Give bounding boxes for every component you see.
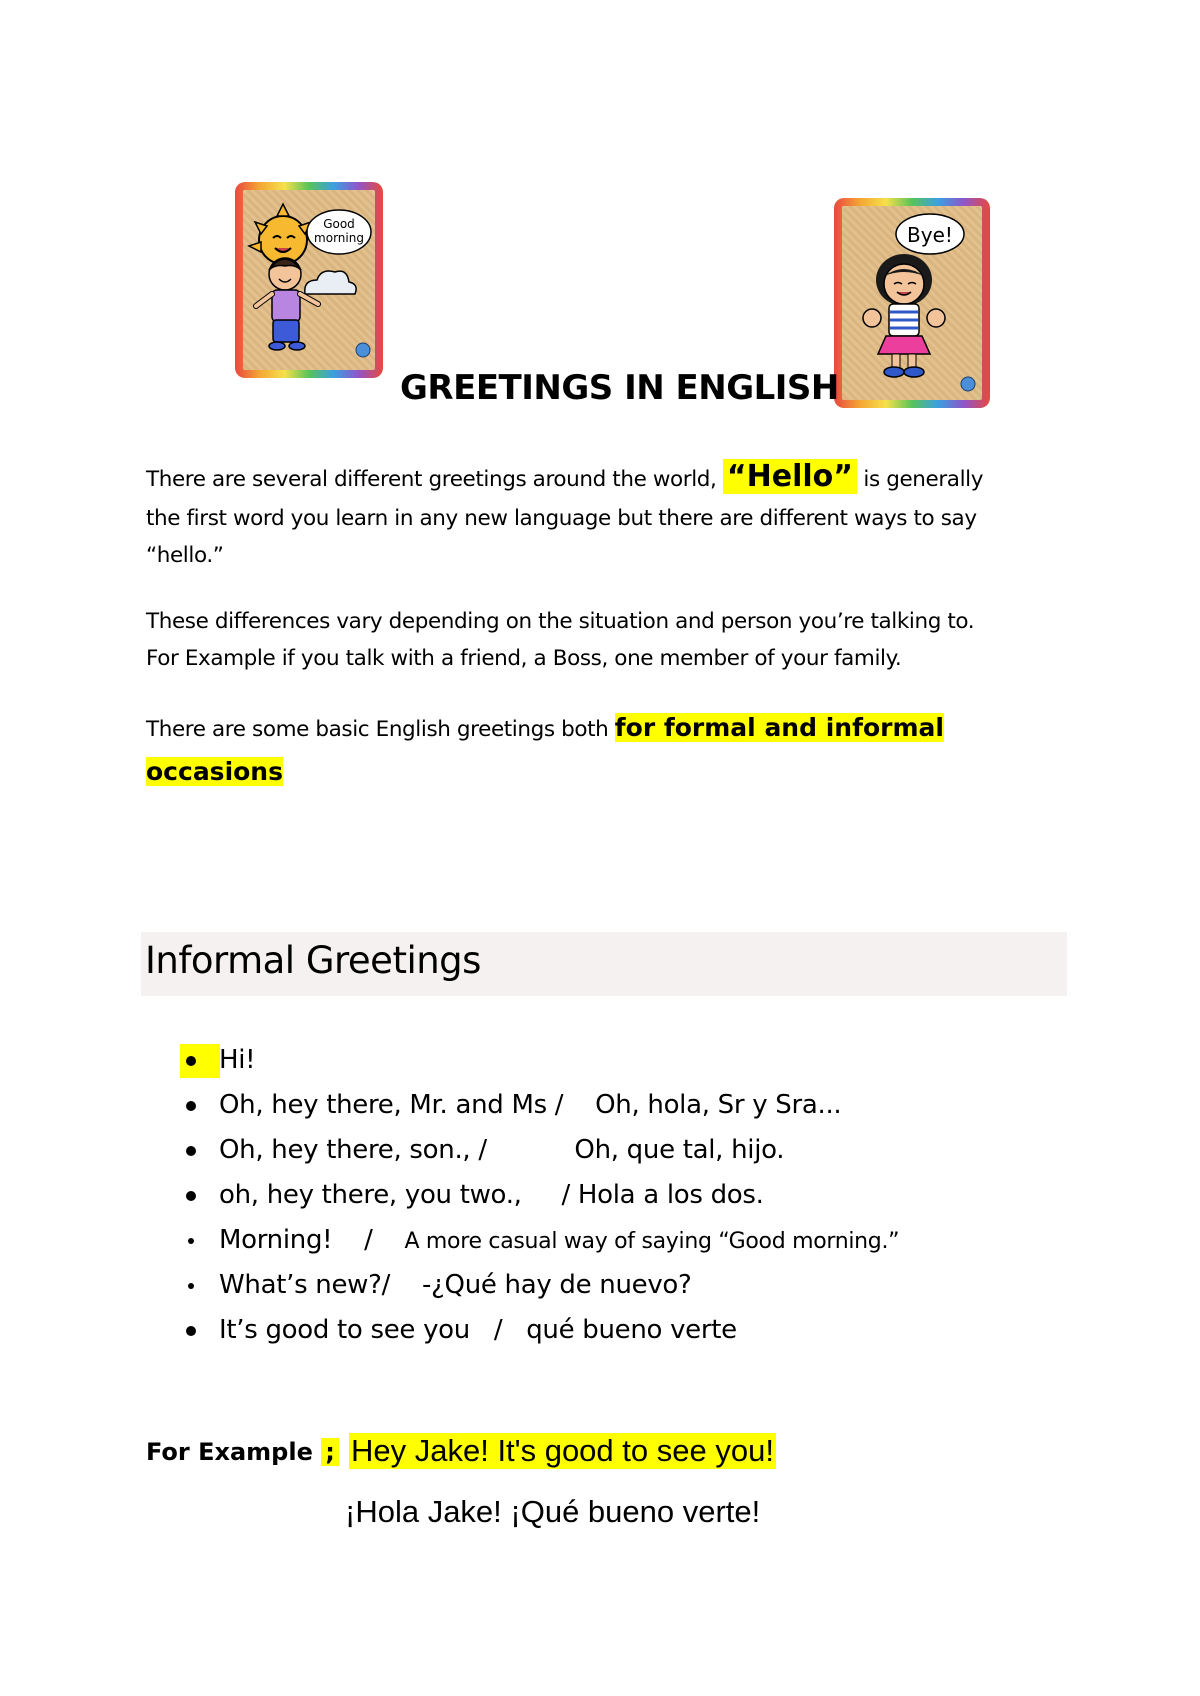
intro-text: the first word you learn in any new language but there are different ways to say xyxy=(146,506,977,531)
intro-paragraph-1 xyxy=(146,458,1056,574)
list-item: Morning! / A more casual way of saying “Good morning.” xyxy=(180,1218,899,1263)
intro-text: There are some basic English greetings both xyxy=(146,717,615,742)
good-morning-card xyxy=(235,182,383,378)
bullet-icon xyxy=(186,1191,196,1201)
list-item: It’s good to see you / qué bueno verte xyxy=(180,1308,899,1353)
girl-waving-illustration xyxy=(834,198,990,408)
intro-text: is generally xyxy=(856,467,984,492)
speech-morning: morning xyxy=(314,231,364,245)
section-heading-text: Informal Greetings xyxy=(145,939,481,982)
bullet-icon xyxy=(188,1283,194,1289)
bullet-icon xyxy=(186,1326,196,1336)
boy-with-sun-illustration xyxy=(235,182,383,378)
example-semicolon: ; xyxy=(321,1438,339,1466)
example-english: Hey Jake! It's good to see you! xyxy=(351,1433,774,1468)
intro-text: These differences vary depending on the situation and person you’re talking to. xyxy=(146,609,975,634)
list-item: Oh, hey there, son., / Oh, que tal, hijo. xyxy=(180,1128,899,1173)
informal-greetings-list xyxy=(180,1038,899,1353)
page-title: GREETINGS IN ENGLISH xyxy=(400,368,839,408)
list-item: Oh, hey there, Mr. and Ms / Oh, hola, Sr y Sra... xyxy=(180,1083,899,1128)
intro-text: For Example if you talk with a friend, a Boss, one member of your family. xyxy=(146,646,902,671)
section-heading xyxy=(141,932,1067,996)
intro-text: There are several different greetings around the world, xyxy=(146,467,723,492)
bullet-icon xyxy=(186,1056,196,1066)
intro-text: “hello.” xyxy=(146,543,224,568)
bullet-icon xyxy=(188,1238,194,1244)
list-item: Hi! xyxy=(180,1038,899,1083)
example-label: For Example ; xyxy=(146,1438,339,1466)
bye-card xyxy=(834,198,990,408)
hello-highlight: “Hello” xyxy=(723,459,857,494)
occasions-highlight: occasions xyxy=(146,757,283,786)
bullet-icon xyxy=(186,1146,196,1156)
intro-paragraph-3 xyxy=(146,707,1056,795)
formal-informal-highlight: for formal and informal xyxy=(614,713,944,742)
intro-paragraph-2 xyxy=(146,603,1056,677)
speech-good: Good xyxy=(323,217,355,231)
bullet-icon xyxy=(186,1101,196,1111)
example-spanish: ¡Hola Jake! ¡Qué bueno verte! xyxy=(345,1494,761,1529)
list-item: oh, hey there, you two., / Hola a los dos. xyxy=(180,1173,899,1218)
speech-bye: Bye! xyxy=(907,223,953,247)
list-item: What’s new?/ -¿Qué hay de nuevo? xyxy=(180,1263,899,1308)
